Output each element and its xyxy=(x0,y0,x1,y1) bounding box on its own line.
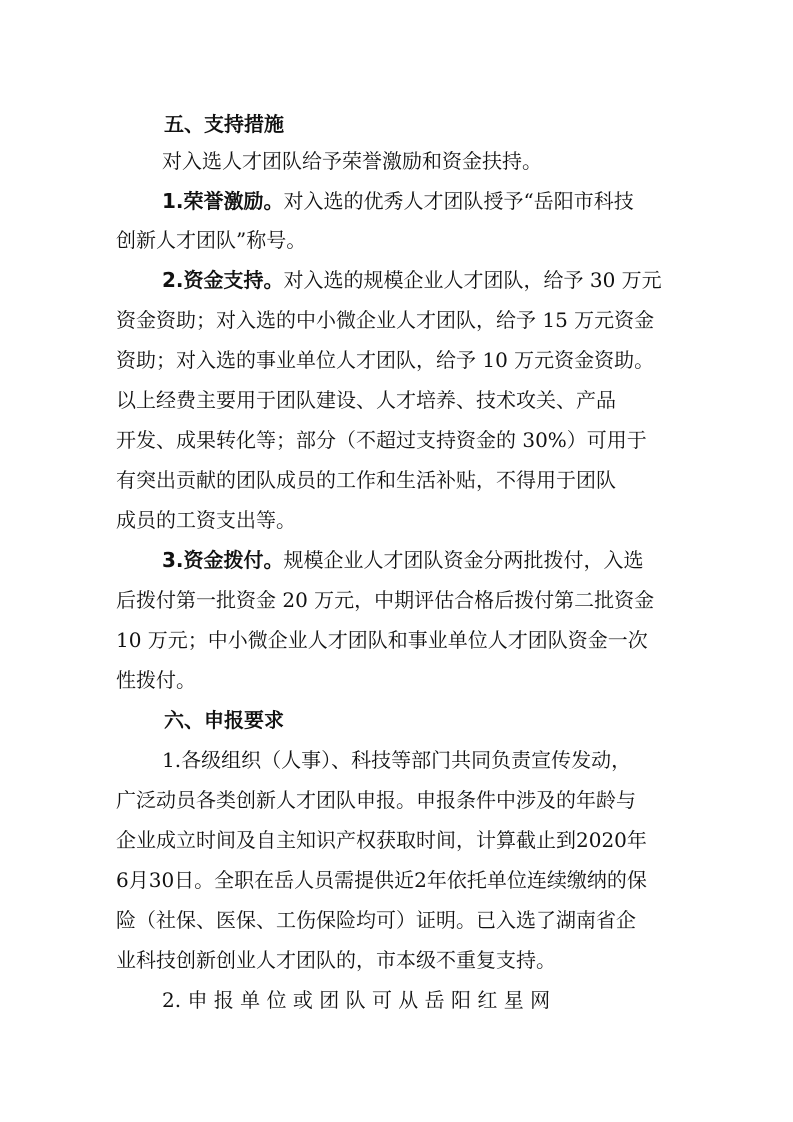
item2-text: 对入选的规模企业人才团队，给予 30 万元 xyxy=(283,268,662,292)
item1-text: 对入选的优秀人才团队授予“岳阳市科技 xyxy=(283,189,634,213)
section6-item1-line1: 1.各级组织（人事）、科技等部门共同负责宣传发动， xyxy=(162,748,632,772)
section6-item2-line1: 2. 申 报 单 位 或 团 队 可 从 岳 阳 红 星 网 xyxy=(162,988,551,1012)
section5-intro: 对入选人才团队给予荣誉激励和资金扶持。 xyxy=(162,149,542,173)
section5-item2-line3: 资助；对入选的事业单位人才团队，给予 10 万元资金资助。 xyxy=(116,348,655,372)
section6-item1-line4: 6月30日。全职在岳人员需提供近2年依托单位连续缴纳的保 xyxy=(116,868,647,892)
section5-item2-line7: 成员的工资支出等。 xyxy=(116,508,296,532)
section5-item2-line5: 开发、成果转化等；部分（不超过支持资金的 30%）可用于 xyxy=(116,428,647,452)
section5-item2-line4: 以上经费主要用于团队建设、人才培养、技术攻关、产品 xyxy=(116,388,616,412)
section6-title: 六、申报要求 xyxy=(164,708,284,732)
section6-item1-line2: 广泛动员各类创新人才团队申报。申报条件中涉及的年龄与 xyxy=(116,788,636,812)
section6-item1-line3: 企业成立时间及自主知识产权获取时间，计算截止到2020年 xyxy=(116,828,647,852)
section5-item3-line1 xyxy=(0,540,793,580)
section5-item1-line1 xyxy=(0,181,674,221)
section5-item2-line1 xyxy=(0,260,674,300)
item3-lead: 3.资金拨付。 xyxy=(162,548,284,572)
section6-item1-line6: 业科技创新创业人才团队的，市本级不重复支持。 xyxy=(116,948,556,972)
section5-item2-line2: 资金资助；对入选的中小微企业人才团队，给予 15 万元资金 xyxy=(116,308,655,332)
section6-item1-line5: 险（社保、医保、工伤保险均可）证明。已入选了湖南省企 xyxy=(116,908,636,932)
section5-item3-line4: 性拨付。 xyxy=(116,668,196,692)
section5-item3-line3: 10 万元；中小微企业人才团队和事业单位人才团队资金一次 xyxy=(116,628,648,652)
section5-item2-line6: 有突出贡献的团队成员的工作和生活补贴，不得用于团队 xyxy=(116,468,616,492)
item2-lead: 2.资金支持。 xyxy=(162,268,284,292)
item1-lead: 1.荣誉激励。 xyxy=(162,189,284,213)
item3-text: 规模企业人才团队资金分两批拨付，入选 xyxy=(283,548,644,572)
section5-item3-line2: 后拨付第一批资金 20 万元，中期评估合格后拨付第二批资金 xyxy=(116,588,655,612)
section5-title: 五、支持措施 xyxy=(164,112,284,136)
section5-item1-line2: 创新人才团队”称号。 xyxy=(116,228,307,252)
